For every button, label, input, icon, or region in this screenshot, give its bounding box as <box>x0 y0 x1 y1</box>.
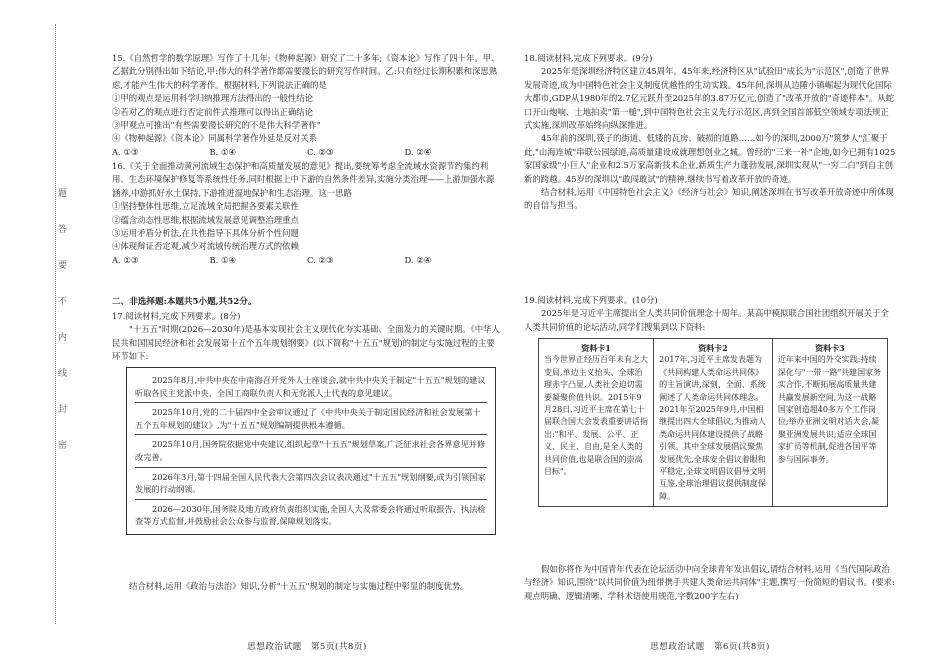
question-19 <box>524 294 896 334</box>
material-intro: "十五五"时期(2026—2030年)是基本实现社会主义现代化夯实基础、全面发力的关键时期。《中华人民共和国国民经济和社会发展第十五个五年规划纲要》(以下简称"十五五"规划)的制定与实施过程的主要环节如下: <box>112 324 500 362</box>
card-body: 2017年,习近平主席发表题为《共同构建人类命运共同体》的主旨演讲,深刻、全面、系统阐述了人类命运共同体理念。2021年至2025年9月,中国相继提出四大全球倡议,为推动人类命运共同体建设提供了战略引领。其中全球发展倡议聚焦发展优先,全球安全倡议着眼和平稳定,全球文明倡议倡导文明互鉴,全球治理倡议提供制度保障。 <box>659 355 766 501</box>
binding-char: 答 <box>58 225 68 235</box>
option-c: C. ②③ <box>307 254 334 265</box>
question-task: 假如你将作为中国青年代表在论坛活动中向全球青年发出倡议,请结合材料,运用《当代国际政治与经济》知识,围绕"以共同价值为纽带携手共建人类命运共同体"主题,撰写一份简短的倡议书。(要求:观点明确、逻辑清晰、学科术语使用规范,字数200字左右) <box>524 564 895 601</box>
statement-item: ①甲的观点是运用科学归纳推理方法得出的一般性结论 <box>112 93 313 104</box>
statement-item: ②蕴含动态性思维,根据流域发展意见调整治理重点 <box>112 214 299 225</box>
option-a: A. ①③ <box>112 254 139 265</box>
question-task: 结合材料,运用《政治与法治》知识,分析"十五五"规划的制定与实施过程中彰显的制度优势。 <box>129 581 469 591</box>
timeline-row: 2026—2030年,国务院及地方政府负责组织实施,全国人大及常委会将通过听取报告、执法检查等方式监督,并鼓励社会公众参与监督,保障规划落实。 <box>135 503 486 527</box>
timeline-row: 2025年10月,国务院依据党中央建议,组织起草"十五五"规划草案,广泛征求社会各界意见并修改完善。 <box>135 435 487 467</box>
card-body: 近年来中国的外交实践:持续深化与"一带一路"共建国家务实合作,不断拓展高质量共建共赢发展新空间,为这一战略国家创造超40多万个工作岗位;举办亚洲文明对话大会,凝聚亚洲发展共识;适应全球国家扩员等机制,促进各国平等参与国际事务。 <box>777 355 882 464</box>
statement-item: ④《物种起源》《资本论》同属科学著作外延是反对关系 <box>112 133 318 144</box>
question-stem: 15.《自然哲学的数学原理》写作了十几年;《物种起源》研究了二十多年;《资本论》写作了四十年。甲、乙据此分别得出如下结论,甲:伟大的科学著作都需要漫长的研究写作时间。乙:只有经过长期积累和深思熟虑,才能产生伟大的科学著作。根据材料,下列说法正确的是 <box>112 53 500 90</box>
binding-char: 线 <box>58 369 68 379</box>
page-6 <box>524 0 896 672</box>
option-c: C. ②③ <box>307 146 334 157</box>
timeline-row: 2025年10月,党的二十届四中全会审议通过了《中共中央关于制定国民经济和社会发展第十五个五年规划的建议》,为"十五五"规划编制提供根本遵循。 <box>135 403 487 435</box>
statement-item: ③运用矛盾分析法,在共性指导下具体分析个性问题 <box>112 228 299 239</box>
question-title: 19.阅读材料,完成下列要求。(10分) <box>524 295 658 305</box>
binding-char: 密 <box>58 441 68 451</box>
question-title: 17.阅读材料,完成下列要求。(8分) <box>112 311 241 321</box>
card-heading: 资料卡2 <box>698 343 728 353</box>
question-title: 18.阅读材料,完成下列要求。(9分) <box>524 53 653 63</box>
binding-char: 题 <box>58 189 68 199</box>
question-16 <box>112 160 502 267</box>
option-b: B. ①④ <box>209 254 236 265</box>
answer-options <box>112 254 502 267</box>
answer-options <box>112 146 502 159</box>
material-paragraph: 45年前的深圳,筷子的街道、低矮的瓦房、破损的道路……如今的深圳,2000万"筑梦人"汇聚于此,"山海连城"串联公园绿道,高质量建设成就理想创业之城。曾经的"三来一补"企地,如今已拥有1025家国家级"小巨人"企业和2.5万家高新技术企业,新质生产力蓬勃发展,深圳实现从"一穷二白"到自主创新的跨越。45岁的深圳以"敢闯敢试"的精神,继续书写着改革开放的奇迹。 <box>524 133 896 184</box>
statement-item: ③甲观点可推出"有些需要漫长研究的不是伟大科学著作" <box>112 120 321 131</box>
timeline-box <box>126 367 496 535</box>
material-card-3 <box>772 339 887 507</box>
timeline-row: 2026年3月,第十四届全国人民代表大会第四次会议表决通过"十五五"规划纲要,成为引领国家发展的行动纲领。 <box>135 468 487 500</box>
page-footer: 思想政治试题 第6页(共8页) <box>650 642 770 652</box>
statement-item: ④体现辩证否定观,减少对流域传统治理方式的依赖 <box>112 241 299 252</box>
material-cards <box>538 338 888 507</box>
question-17 <box>112 310 502 364</box>
binding-char: 要 <box>58 261 68 271</box>
option-a: A. ①③ <box>112 146 139 157</box>
material-intro: 2025年是习近平主席提出全人类共同价值理念十周年。某高中模拟联合国社团组织开展关于全人类共同价值的论坛活动,同学们搜集到以下资料: <box>524 308 889 332</box>
statement-item: ②若对乙的观点进行否定前件式推理可以得出正确结论 <box>112 106 313 117</box>
statement-item: ①坚持整体性思维,立足流域全局把握各要素关联性 <box>112 201 299 212</box>
binding-line <box>55 24 73 624</box>
card-heading: 资料卡1 <box>581 343 611 353</box>
card-heading: 资料卡3 <box>815 343 845 353</box>
material-paragraph: 2025年是深圳经济特区建立45周年。45年来,经济特区从"试验田"成长为"示范区",创造了世界发展奇迹,成为中国特色社会主义制度优越性的生动实践。45年间,深圳从边陲小镇崛起为现代化国际大都市,GDP从1980年的2.7亿元跃升至2025年的3.87万亿元,创造了"改革开放的"奇迹样本"。从蛇口开山炮响、土地拍卖"第一槌",到中国特色社会主义先行示范区,再到全国首部低空领域专项法规正式实施,深圳改革始终向纵深推进。 <box>524 66 895 131</box>
binding-char: 封 <box>58 405 68 415</box>
option-d: D. ②④ <box>404 146 432 157</box>
question-task: 结合材料,运用《中国特色社会主义》《经济与社会》知识,阐述深圳在书写改革开放奇迹中所体现的自信与担当。 <box>524 187 894 211</box>
section-heading: 二、非选择题:本题共5小题,共52分。 <box>112 297 257 307</box>
binding-char: 内 <box>58 333 68 343</box>
card-body: 当今世界正经历百年未有之大变局,单边主义抬头、全球治理赤字凸显,人类社会迫切需要凝聚价值共识。2015年9月28日,习近平主席在第七十届联合国大会发表重要讲话指出:"和平、发展、公平、正义、民主、自由,是全人类的共同价值,也是联合国的崇高目标"。 <box>544 355 648 477</box>
binding-char: 不 <box>58 297 68 307</box>
question-18 <box>524 52 896 213</box>
option-b: B. ①④ <box>209 146 236 157</box>
question-15 <box>112 52 502 159</box>
material-card-1 <box>539 339 654 507</box>
page-footer: 思想政治试题 第5页(共8页) <box>247 642 367 652</box>
page-5 <box>112 0 502 672</box>
question-stem: 16.《关于全面推动黄河流域生态保护和高质量发展的意见》提出,要统筹考虑全流域水资源节约集约利用、生态环境保护修复等系统性任务,同时根据上中下游的自然条件差异,实施分类治理——上游加强水源涵养,中游抓好水土保持,下游推进湿地保护和生态治理。这一思路 <box>112 161 495 198</box>
timeline-row: 2025年8月,中共中央在中南海召开党外人士座谈会,就中共中央关于制定"十五五"规划的建议听取各民主党派中央、全国工商联负责人和无党派人士代表的意见建议。 <box>135 371 487 403</box>
option-d: D. ②④ <box>404 254 432 265</box>
material-card-2 <box>654 339 773 507</box>
